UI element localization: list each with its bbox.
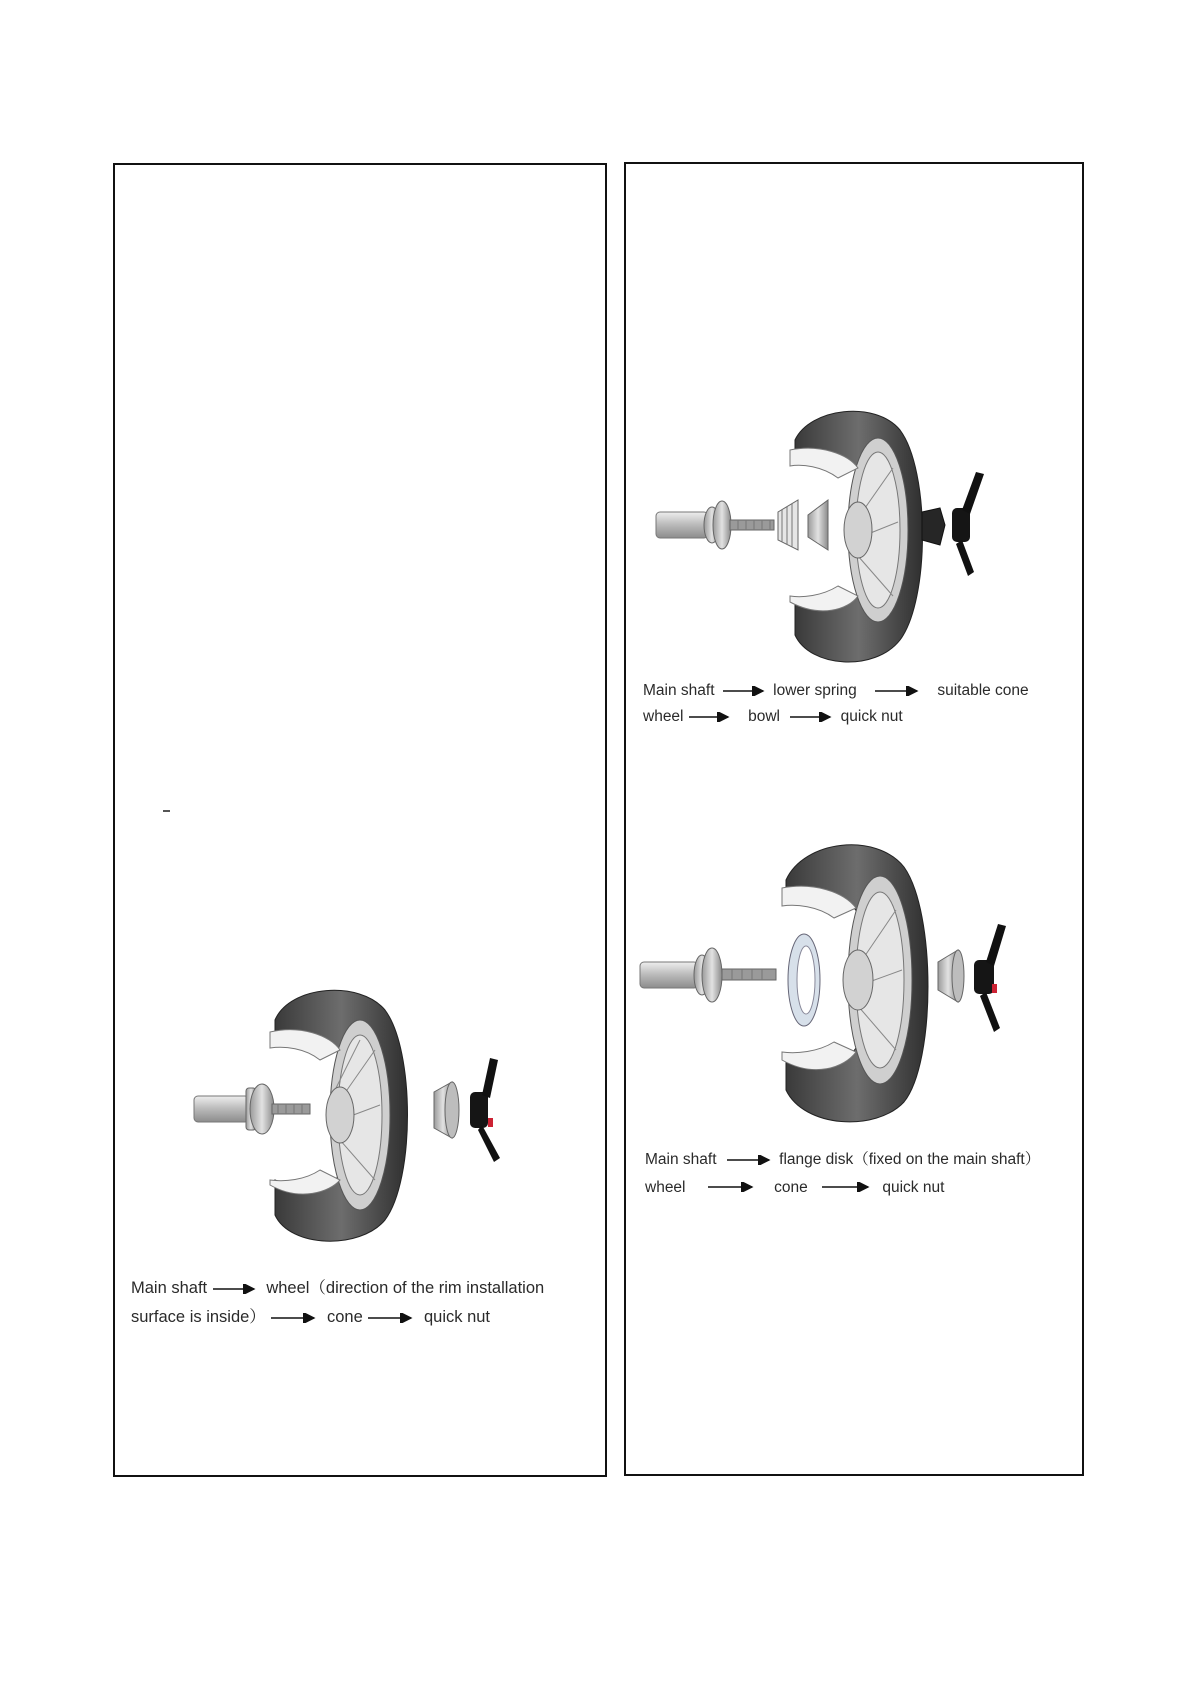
arrow-icon	[690, 1182, 764, 1192]
caption-item: suitable cone	[937, 682, 1029, 699]
right-top-caption	[643, 678, 1029, 730]
caption-item: Main shaft	[645, 1151, 717, 1169]
right-top-caption-line-2	[643, 704, 1029, 730]
caption-item: surface is inside）	[131, 1308, 266, 1327]
caption-item: cone	[774, 1178, 808, 1196]
caption-item: Main shaft	[643, 682, 715, 699]
caption-item: quick nut	[423, 1308, 491, 1327]
caption-item: lower spring	[773, 682, 857, 699]
caption-item: wheel（direction of the rim installation	[266, 1279, 545, 1298]
left-caption-line-2	[131, 1303, 544, 1332]
caption-item: bowl	[748, 708, 781, 726]
caption-item: wheel	[643, 708, 684, 726]
caption-item: Main shaft	[131, 1279, 208, 1298]
stray-mark	[163, 810, 170, 812]
caption-item: quick nut	[882, 1178, 945, 1196]
arrow-icon	[367, 1313, 419, 1323]
wheel-assembly-flange-disk-icon	[636, 832, 1031, 1132]
arrow-icon	[270, 1313, 322, 1323]
right-bottom-caption-line-1	[645, 1146, 1040, 1173]
wheel-assembly-spring-bowl-icon	[650, 400, 1005, 670]
arrow-icon	[688, 712, 736, 722]
arrow-icon	[812, 1182, 878, 1192]
left-caption	[131, 1274, 544, 1332]
arrow-icon	[784, 712, 836, 722]
caption-item: quick nut	[840, 708, 903, 726]
right-bottom-caption	[645, 1146, 1040, 1201]
caption-item: wheel	[645, 1178, 686, 1196]
caption-item: flange disk（fixed on the main shaft）	[779, 1151, 1041, 1169]
arrow-icon	[719, 686, 769, 696]
arrow-icon	[861, 686, 923, 696]
caption-item: cone	[327, 1308, 363, 1327]
right-bottom-caption-line-2	[645, 1173, 1040, 1200]
right-top-caption-line-1	[643, 678, 1029, 704]
arrow-icon	[721, 1155, 775, 1165]
arrow-icon	[212, 1284, 262, 1294]
left-caption-line-1	[131, 1274, 544, 1303]
right-panel	[624, 162, 1084, 1476]
wheel-assembly-cone-icon	[190, 980, 530, 1250]
